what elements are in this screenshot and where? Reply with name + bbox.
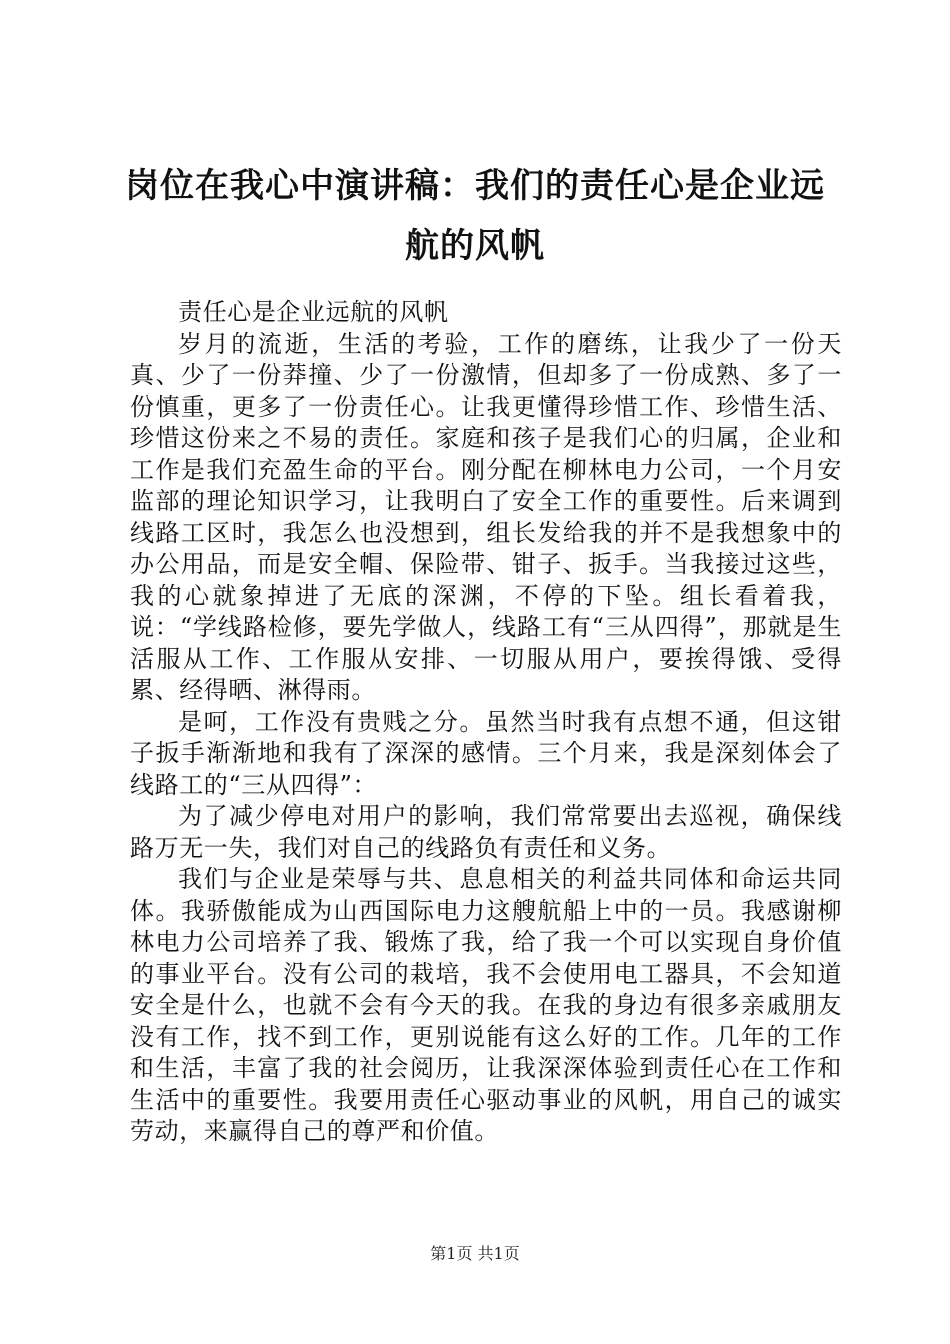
paragraph-subtitle: 责任心是企业远航的风帆	[178, 298, 449, 326]
paragraph: 岁月的流逝，生活的考验，工作的磨练，让我少了一份天真、少了一份莽撞、少了一份激情，但却多了一份成熟、多了一份慎重，更多了一份责任心。让我更懂得珍惜工作、珍惜生活、珍惜这份来之不易的责任。家庭和孩子是我们心的归属，企业和工作是我们充盈生命的平台。刚分配在柳林电力公司，一个月安监部的理论知识学习，让我明白了安全工作的重要性。后来调到线路工区时，我怎么也没想到，组长发给我的并不是我想象中的办公用品，而是安全帽、保险带、钳子、扳手。当我接过这些，我的心就象掉进了无底的深渊，不停的下坠。组长看着我，说：“学线路检修，要先学做人，线路工有“三从四得”，那就是生活服从工作、工作服从安排、一切服从用户，要挨得饿、受得累、经得晒、淋得雨。	[130, 329, 842, 704]
page-footer: 第1页 共1页	[430, 1244, 520, 1263]
document-title: 岗位在我心中演讲稿：我们的责任心是企业远航的风帆	[125, 166, 825, 266]
document-body	[130, 297, 842, 1148]
paragraph: 为了减少停电对用户的影响，我们常常要出去巡视，确保线路万无一失，我们对自己的线路负有责任和义务。	[130, 802, 842, 862]
paragraph: 我们与企业是荣辱与共、息息相关的利益共同体和命运共同体。我骄傲能成为山西国际电力这艘航船上中的一员。我感谢柳林电力公司培养了我、锻炼了我，给了我一个可以实现自身价值的事业平台。没有公司的栽培，我不会使用电工器具，不会知道安全是什么，也就不会有今天的我。在我的身边有很多亲戚朋友没有工作，找不到工作，更别说能有这么好的工作。几年的工作和生活，丰富了我的社会阅历，让我深深体验到责任心在工作和生活中的重要性。我要用责任心驱动事业的风帆，用自己的诚实劳动，来赢得自己的尊严和价值。	[130, 865, 842, 1145]
paragraph: 是呵，工作没有贵贱之分。虽然当时我有点想不通，但这钳子扳手渐渐地和我有了深深的感情。三个月来，我是深刻体会了线路工的“三从四得”：	[130, 707, 842, 799]
